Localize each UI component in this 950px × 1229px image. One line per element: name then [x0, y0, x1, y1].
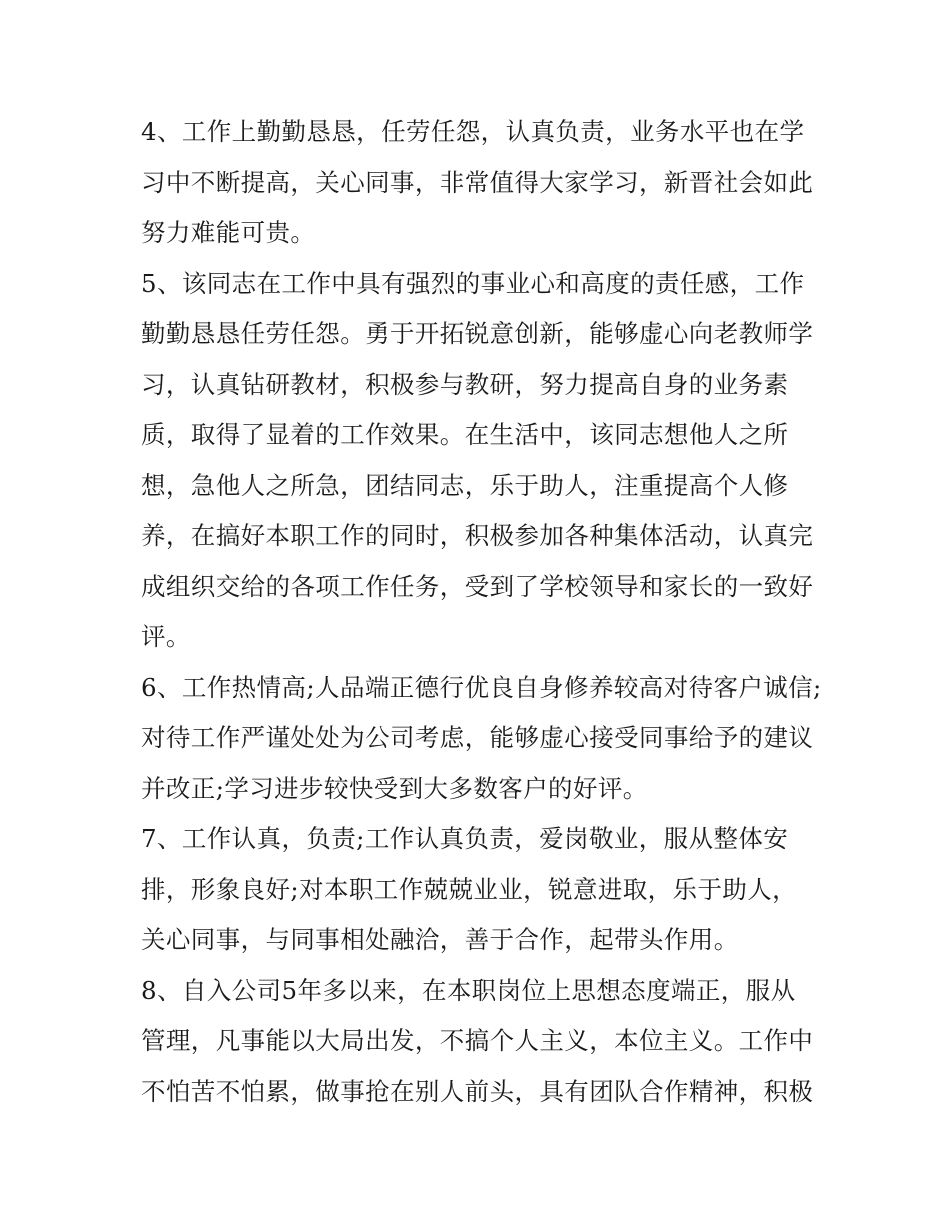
text-line: 4、工作上勤勤恳恳，任劳任怨，认真负责，业务水平也在学 [141, 117, 805, 146]
text-line: 成组织交给的各项工作任务，受到了学校领导和家长的一致好 [141, 571, 814, 601]
text-line: 8、自入公司5年多以来，在本职岗位上思想态度端正，服从 [141, 975, 796, 1005]
text-line: 管理，凡事能以大局出发，不搞个人主义，本位主义。工作中 [141, 1026, 814, 1055]
text-line: 想，急他人之所急，团结同志，乐于助人，注重提高个人修 [141, 470, 789, 500]
text-line: 质，取得了显着的工作效果。在生活中，该同志想他人之所 [141, 420, 789, 449]
paragraph-7 [141, 814, 821, 966]
text-line: 6、工作热情高;人品端正德行优良自身修养较高对待客户诚信; [141, 672, 822, 702]
text-line: 评。 [141, 622, 191, 651]
paragraph-4 [141, 107, 821, 259]
paragraph-6 [141, 663, 821, 815]
text-line: 习中不断提高，关心同事，非常值得大家学习，新晋社会如此 [141, 167, 814, 197]
text-line: 不怕苦不怕累，做事抢在别人前头，具有团队合作精神，积极 [141, 1076, 814, 1106]
text-line: 5、该同志在工作中具有强烈的事业心和高度的责任感，工作 [141, 268, 805, 298]
text-line: 并改正;学习进步较快受到大多数客户的好评。 [141, 773, 648, 803]
text-line: 关心同事，与同事相处融洽，善于合作，起带头作用。 [141, 925, 739, 954]
paragraph-8 [141, 966, 821, 1118]
text-line: 排，形象良好;对本职工作兢兢业业，锐意进取，乐于助人， [141, 874, 798, 904]
text-line: 对待工作严谨处处为公司考虑，能够虚心接受同事给予的建议 [141, 723, 814, 752]
text-line: 勤勤恳恳任劳任怨。勇于开拓锐意创新，能够虚心向老教师学 [141, 319, 814, 348]
text-line: 7、工作认真，负责;工作认真负责，爱岗敬业，服从整体安 [141, 824, 789, 853]
document-body [141, 107, 821, 1117]
text-line: 努力难能可贵。 [141, 218, 316, 247]
text-line: 养，在搞好本职工作的同时，积极参加各种集体活动，认真完 [141, 521, 814, 550]
text-line: 习，认真钻研教材，积极参与教研，努力提高自身的业务素 [141, 369, 789, 399]
paragraph-5 [141, 259, 821, 663]
